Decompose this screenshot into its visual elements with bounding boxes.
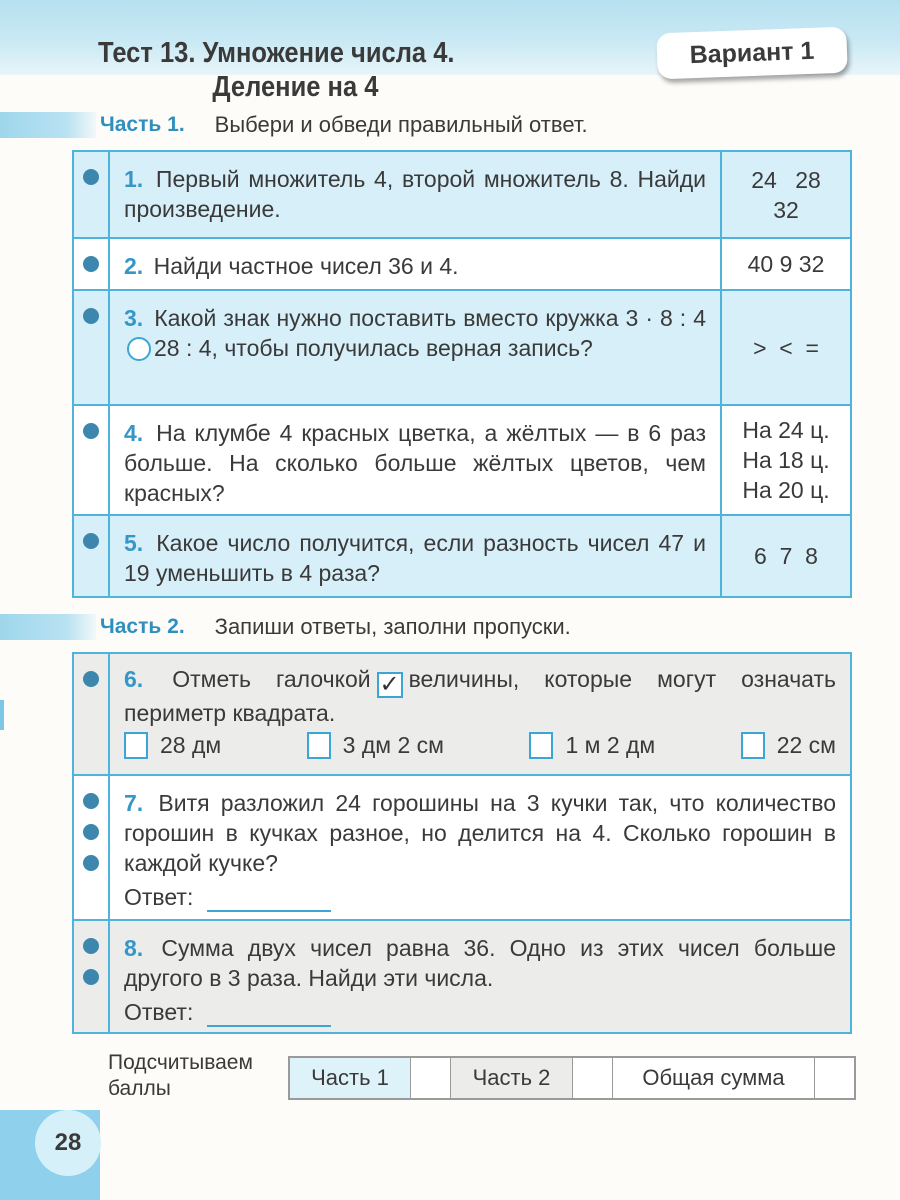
answer-input[interactable] [207,890,331,912]
checkbox[interactable] [124,732,148,759]
difficulty-dots [74,239,110,289]
part2-header-bar [0,614,96,640]
dot-icon [83,533,99,549]
answer-option[interactable]: На 18 ц. [742,447,830,473]
checkmark-icon: ✓ [377,672,403,698]
part2-table [72,652,852,1034]
answer-options [720,239,850,289]
dot-icon [83,824,99,840]
dot-icon [83,855,99,871]
score-total-input[interactable] [814,1058,854,1098]
score-table [288,1056,856,1100]
option-label: 22 см [776,732,836,758]
question-body: На клумбе 4 красных цветка, а жёлтых — в 6 раз больше. На сколько больше жёлтых цветов, чем красных? [124,420,707,506]
question-text [110,516,720,596]
question-body-start: Отметь галочкой [172,666,371,692]
question-text [110,239,720,289]
checkbox-options [124,730,836,760]
checkbox[interactable] [307,732,331,759]
answer-options [720,152,850,237]
answer-options [720,516,850,596]
question-row-7 [74,774,850,919]
answer-label: Ответ: [124,999,194,1025]
difficulty-dots [74,152,110,237]
difficulty-dots [74,291,110,404]
checkbox[interactable] [529,732,553,759]
difficulty-dots [74,921,110,1032]
question-row-5 [74,514,850,596]
part2-header [0,612,571,642]
question-number: 1. [124,166,144,192]
difficulty-dots [74,776,110,919]
answer-option[interactable]: На 24 ц. [742,417,830,443]
question-body-start: Какой знак нужно поставить вместо кружка 3 · 8 : 4 [154,305,706,331]
part2-instruction: Запиши ответы, заполни пропуски. [214,614,571,639]
option-3dm2cm[interactable] [307,730,444,760]
answer-line [124,882,836,912]
answer-options [720,406,850,514]
score-part2-label: Часть 2 [450,1058,572,1098]
page-title [98,36,454,104]
blank-circle-icon [127,337,151,361]
dot-icon [83,793,99,809]
question-body-end: величины, которые могут означать периметр квадрата. [124,666,836,726]
part1-header-bar [0,112,96,138]
dot-icon [83,256,99,272]
variant-badge: Вариант 1 [656,27,847,80]
question-number: 6. [124,666,144,692]
answer-option[interactable]: На 20 ц. [742,477,830,503]
title-line-1: Тест 13. Умножение числа 4. [98,37,455,69]
score-part1-input[interactable] [410,1058,450,1098]
dot-icon [83,423,99,439]
answer-label: Ответ: [124,884,194,910]
question-row-4 [74,404,850,514]
answer-option[interactable]: > < = [753,334,819,361]
difficulty-dots [74,406,110,514]
question-row-2 [74,237,850,289]
answer-option[interactable]: 6 7 8 [754,543,818,569]
question-body: Витя разложил 24 горошины на 3 кучки так, что количество горошин в кучках разное, но делится на 4. Сколько горошин в каждой кучке? [124,790,837,876]
score-part2-input[interactable] [572,1058,612,1098]
question-body: Какое число получится, если разность чисел 47 и 19 уменьшить в 4 раза? [124,530,707,586]
score-total-label: Общая сумма [612,1058,814,1098]
score-label-line1: Подсчитываем [108,1051,253,1074]
difficulty-dots [74,516,110,596]
question-text [110,776,850,919]
score-part1-label: Часть 1 [290,1058,410,1098]
option-label: 3 дм 2 см [342,732,444,758]
dot-icon [83,671,99,687]
checkbox[interactable] [741,732,765,759]
answer-input[interactable] [207,1005,331,1027]
question-number: 7. [124,790,144,816]
answer-option[interactable]: 32 [773,196,799,223]
question-body: Первый множитель 4, второй множитель 8. Найди произведение. [124,166,706,222]
question-text [110,921,850,1032]
difficulty-dots [74,654,110,774]
question-number: 2. [124,253,144,279]
part2-label: Часть 2. [100,615,185,638]
question-body: Найди частное чисел 36 и 4. [153,253,459,279]
score-label [108,1050,253,1102]
dot-icon [83,169,99,185]
answer-option[interactable]: 40 9 32 [747,251,825,277]
question-text [110,406,720,514]
part1-label: Часть 1. [100,113,185,136]
question-text [110,152,720,237]
score-label-line2: баллы [108,1077,171,1100]
title-line-2: Деление на 4 [212,71,379,103]
question-body-end: 28 : 4, чтобы получилась верная запись? [154,335,593,361]
part1-header [0,110,588,140]
question-number: 8. [124,935,144,961]
question-number: 3. [124,305,144,331]
question-row-8 [74,919,850,1032]
question-row-3 [74,289,850,404]
part1-instruction: Выбери и обведи правильный ответ. [214,112,588,137]
question-row-6 [74,654,850,774]
question-number: 4. [124,420,144,446]
dot-icon [83,969,99,985]
left-edge-accent [0,700,4,730]
dot-icon [83,938,99,954]
option-label: 1 м 2 дм [565,732,656,758]
dot-icon [83,308,99,324]
question-text [110,291,720,404]
answer-options [720,291,850,404]
option-28dm[interactable] [124,730,221,760]
part1-table [72,150,852,598]
option-label: 28 дм [160,732,222,758]
page-number: 28 [35,1110,101,1176]
answer-line [124,997,836,1027]
option-1m2dm[interactable] [529,730,655,760]
question-body: Сумма двух чисел равна 36. Одно из этих чисел больше другого в 3 раза. Найди эти числа. [124,935,836,991]
answer-option[interactable]: 24 28 [751,166,821,193]
question-number: 5. [124,530,144,556]
option-22cm[interactable] [741,730,836,760]
question-text [110,654,850,774]
question-row-1 [74,152,850,237]
